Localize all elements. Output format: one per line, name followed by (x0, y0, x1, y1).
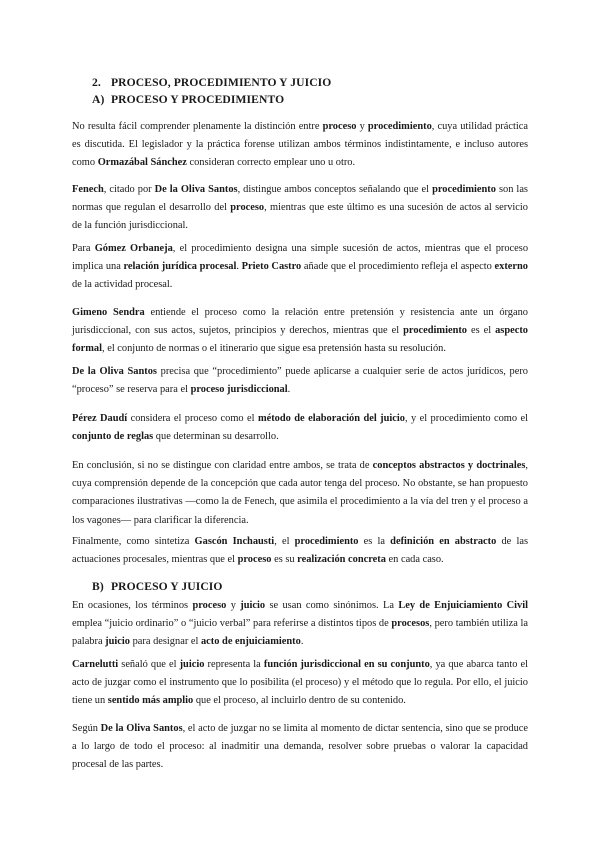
text-run: Según (72, 723, 101, 734)
text-run: Finalmente, como sintetiza (72, 536, 195, 547)
text-run: para designar el (130, 636, 201, 648)
bold-term: sentido más amplio (107, 695, 194, 707)
bold-term: De la Oliva Santos (72, 366, 157, 377)
text-run: y (226, 600, 241, 611)
section-title: PROCESO, PROCEDIMIENTO Y JUICIO (111, 76, 332, 89)
text-run: Para (72, 243, 95, 254)
text-run: señaló que el (118, 659, 180, 670)
text-run: No resulta fácil comprender plenamente la distinción entre (72, 121, 323, 132)
text-run: que el proceso, al incluirlo dentro de su contenido. (193, 695, 406, 707)
text-run: son las normas que regulan el desarrollo del (72, 184, 528, 214)
subheading-b-letter: B) (92, 580, 104, 593)
bold-term: Ley de Enjuiciamiento Civil (398, 600, 529, 611)
bold-term: método de elaboración del juicio (257, 413, 405, 424)
text-run: que determinan su desarrollo. (153, 431, 279, 443)
text-run: , pero también utiliza la palabra (72, 618, 528, 648)
text-run: añade que el procedimiento refleja el aspecto (301, 261, 495, 273)
text-run: , distingue ambos conceptos señalando que el (237, 184, 433, 195)
text-run: es el (467, 325, 496, 337)
bold-term: acto de enjuiciamiento (200, 636, 301, 648)
bold-term: conceptos abstractos y doctrinales (372, 460, 526, 471)
text-run: en cada caso. (385, 554, 444, 566)
paragraph (72, 304, 528, 359)
subheading-b (92, 580, 223, 593)
bold-term: relación jurídica procesal (123, 261, 237, 273)
bold-term: Gómez Orbaneja (94, 243, 173, 254)
bold-term: aspecto formal (72, 325, 528, 355)
paragraph (72, 533, 528, 569)
bold-term: proceso jurisdiccional (190, 384, 288, 396)
text-run: es la (358, 536, 391, 547)
bold-term: procedimiento (294, 536, 359, 547)
bold-term: proceso (237, 554, 272, 566)
bold-term: función jurisdiccional en su conjunto (263, 659, 430, 670)
text-run: es su (271, 554, 298, 566)
text-run: , mientras que este último es una sucesión de actos al servicio de la función jurisdiccional. (72, 202, 528, 232)
bold-term: Carnelutti (72, 659, 119, 670)
bold-term: Gimeno Sendra (72, 307, 145, 318)
subheading-a-letter: A) (92, 93, 105, 106)
bold-term: Fenech (72, 184, 104, 195)
bold-term: proceso (192, 600, 227, 611)
bold-term: Prieto Castro (241, 261, 302, 273)
bold-term: realización concreta (297, 554, 386, 566)
text-run: se usan como sinónimos. La (265, 600, 399, 611)
bold-term: procedimiento (367, 121, 432, 132)
text-run: de las actuaciones procesales, mientras que el (72, 536, 529, 566)
text-run: . (300, 636, 304, 648)
text-run: entiende el proceso como la relación entre pretensión y resistencia ante un órgano jurisdiccional, con sus actos, sujetos, principios y derechos, mientras que el (72, 307, 528, 337)
bold-term: proceso (322, 121, 357, 132)
text-run: consideran correcto emplear uno u otro. (186, 157, 356, 169)
paragraph (72, 656, 528, 711)
text-run: representa la (204, 659, 264, 670)
text-run: , el acto de juzgar no se limita al momento de dictar sentencia, sino que se produce a lo largo de todo el proceso: al inadmitir una demanda, resolver sobre pruebas o valorar la capacidad procesal de las partes. (72, 723, 528, 771)
paragraph (72, 410, 528, 446)
bold-term: juicio (105, 636, 130, 648)
paragraph (72, 597, 528, 652)
bold-term: externo (494, 261, 528, 273)
text-run: . (236, 261, 242, 273)
bold-term: De la Oliva Santos (154, 184, 238, 195)
text-run: , el procedimiento designa una simple sucesión de actos, mientras que el proceso implica una (72, 243, 529, 273)
subheading-a-title: PROCESO Y PROCEDIMIENTO (111, 93, 285, 106)
text-run: , y el procedimiento como el (404, 413, 528, 424)
paragraph (72, 240, 528, 295)
text-run: emplea “juicio ordinario” o “juicio verbal” para referirse a distintos tipos de (72, 618, 392, 630)
text-run: de la actividad procesal. (72, 279, 173, 291)
section-number: 2. (92, 76, 101, 89)
bold-term: Pérez Daudí (72, 413, 128, 424)
bold-term: juicio (179, 659, 205, 670)
bold-term: procedimiento (403, 325, 468, 337)
bold-term: conjunto de reglas (72, 431, 154, 443)
text-run: , cuya comprensión depende de la concepción que cada autor tenga del proceso. No obstante, se han propuesto comparaciones ilustrativas —como la de Fenech, que asimila el procedimiento a la vía del tren y el proceso a los vagones— para clarificar la diferencia. (72, 460, 528, 526)
subheading-a (92, 93, 284, 106)
text-run: y (356, 121, 368, 132)
paragraph (72, 457, 528, 530)
text-run: considera el proceso como el (127, 413, 258, 424)
bold-term: Ormazábal Sánchez (97, 157, 187, 169)
bold-term: juicio (240, 600, 266, 611)
subheading-b-title: PROCESO Y JUICIO (111, 580, 223, 593)
paragraph (72, 363, 528, 399)
paragraph (72, 181, 528, 236)
bold-term: proceso (230, 202, 265, 214)
bold-term: Gascón Inchausti (194, 536, 275, 547)
paragraph (72, 720, 528, 775)
text-run: precisa que “procedimiento” puede aplicarse a cualquier serie de actos jurídicos, pero “proceso” se reserva para el (72, 366, 528, 396)
bold-term: procedimiento (432, 184, 496, 195)
text-run: , ya que abarca tanto el acto de juzgar como el instrumento que lo posibilita (el proceso) y el método que lo regula. Por ello, el juicio tiene un (72, 659, 528, 707)
text-run: . (287, 384, 291, 396)
bold-term: definición en abstracto (390, 536, 497, 547)
text-run: , cuya utilidad práctica es discutida. El legislador y la práctica forense utilizan ambos términos indistintamente, e incluso autores como (72, 121, 528, 169)
text-run: , el (274, 536, 295, 547)
bold-term: procesos (391, 618, 430, 630)
paragraph (72, 118, 528, 173)
text-run: En ocasiones, los términos (72, 600, 193, 611)
text-run: , citado por (103, 184, 155, 195)
text-run: En conclusión, si no se distingue con claridad entre ambos, se trata de (72, 460, 373, 471)
text-run: , el conjunto de normas o el itinerario que sigue esa pretensión hasta su resolución. (102, 343, 446, 355)
section-heading (92, 76, 331, 89)
bold-term: De la Oliva Santos (100, 723, 183, 734)
